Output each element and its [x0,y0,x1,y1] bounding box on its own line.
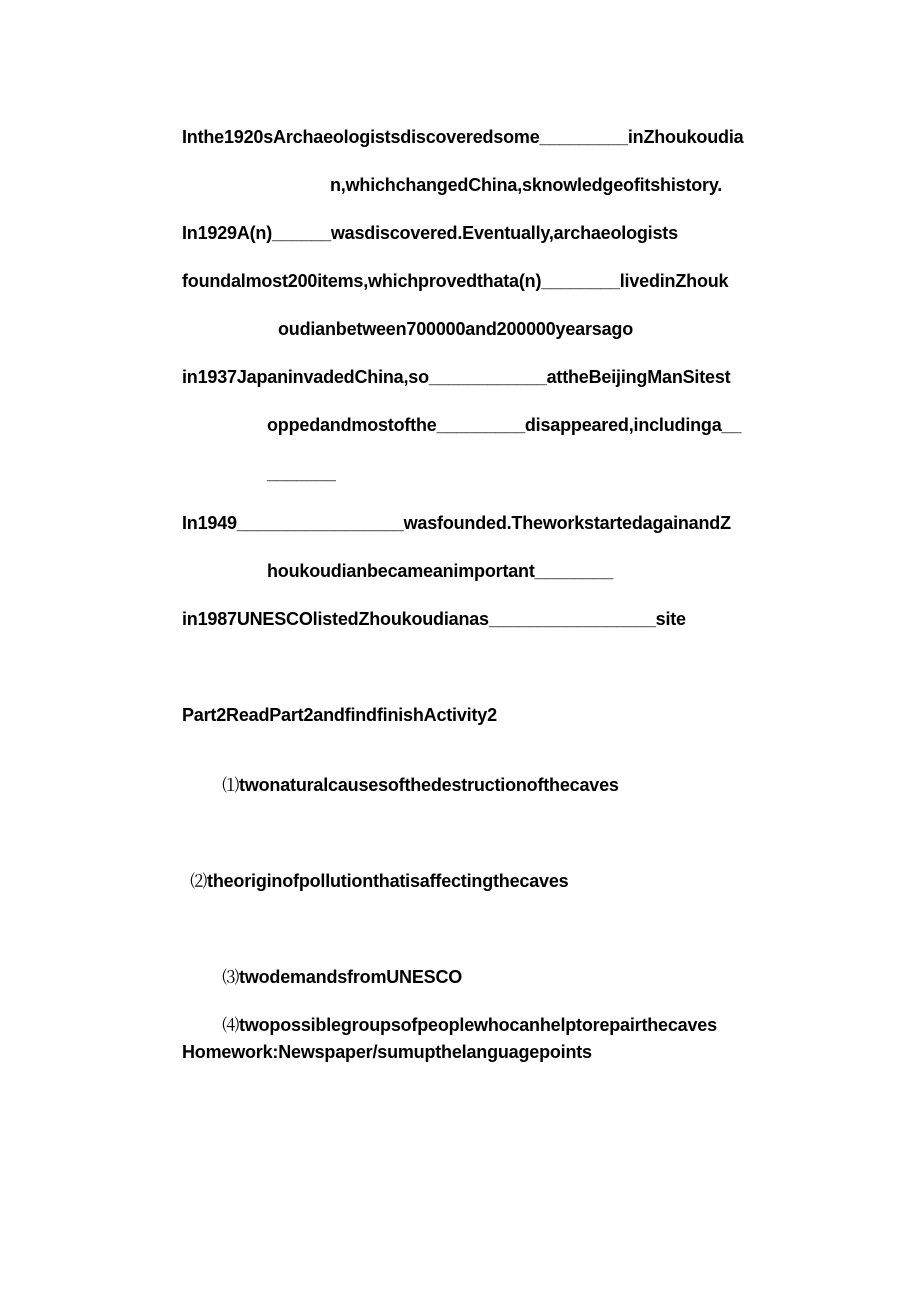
timeline-line-1937: in1937JapaninvadedChina,so____________attheBeijingManSitest [182,367,731,387]
item-marker-2: ⑵ [190,872,208,892]
item-marker-4: ⑷ [222,1016,240,1036]
timeline-line-1929: In1929A(n)______wasdiscovered.Eventually,archaeologists [182,223,678,243]
timeline-line-1920s: Inthe1920sArchaeologistsdiscoveredsome_________inZhoukoudia [182,127,744,147]
timeline-line-1937-continued: oppedandmostofthe_________disappeared,includinga__ [267,415,742,435]
timeline-line-1937-blank: _______ [267,463,336,483]
homework-line: Homework:Newspaper/sumupthelanguagepoints [182,1042,592,1062]
timeline-line-1949: In1949_________________wasfounded.TheworkstartedagainandZ [182,513,731,533]
item-text-4: twopossiblegroupsofpeoplewhocanhelptorepairthecaves [239,1015,717,1035]
item-text-2: theoriginofpollutionthatisaffectingthecaves [207,871,569,891]
timeline-line-1949-continued: houkoudianbecameanimportant________ [267,561,614,581]
item-text-1: twonaturalcausesofthedestructionofthecaves [239,775,619,795]
item-marker-3: ⑶ [222,968,240,988]
part2-heading: Part2ReadPart2andfindfinishActivity2 [182,705,497,725]
item-text-3: twodemandsfromUNESCO [239,967,463,987]
part2-item-1 [203,752,619,819]
part2-item-2 [171,848,568,915]
item-marker-1: ⑴ [222,776,240,796]
timeline-line-1929-items: foundalmost200items,whichprovedthata(n)________livedinZhouk [182,271,729,291]
timeline-line-1987: in1987UNESCOlistedZhoukoudianas_________________site [182,609,686,629]
timeline-line-1929-continued: oudianbetween700000and200000yearsago [278,319,633,339]
timeline-line-1920s-continued: n,whichchangedChina,sknowledgeofitshistory. [330,175,723,195]
